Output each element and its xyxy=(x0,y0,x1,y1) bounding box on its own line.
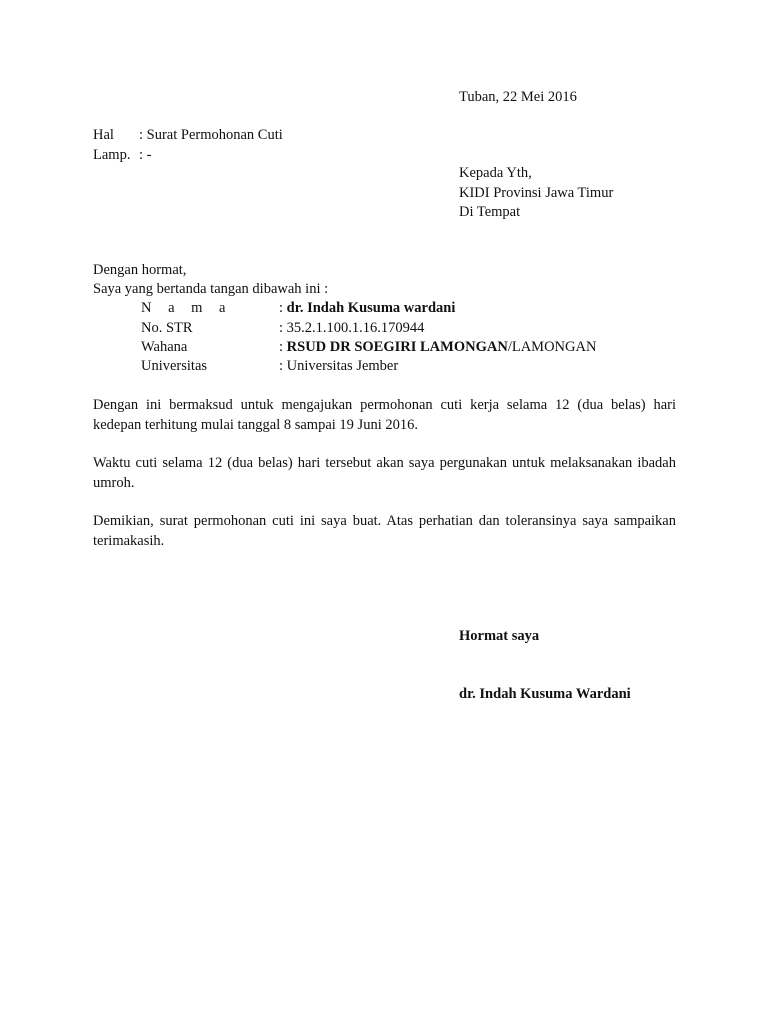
paragraph-purpose: Waktu cuti selama 12 (dua belas) hari tersebut akan saya pergunakan untuk melaksanakan ibadah umroh. xyxy=(93,455,676,491)
paragraph-closing: Demikian, surat permohonan cuti ini saya buat. Atas perhatian dan toleransinya saya sampaikan terimakasih. xyxy=(93,513,676,549)
signatory-name: dr. Indah Kusuma Wardani xyxy=(459,686,631,702)
wahana-city: /LAMONGAN xyxy=(507,339,597,355)
wahana-row-value xyxy=(279,338,596,357)
name-colon: : xyxy=(279,300,287,316)
wahana-hospital: RSUD DR SOEGIRI LAMONGAN xyxy=(286,339,508,355)
university-value: : Universitas Jember xyxy=(279,358,399,374)
attachment-value: : - xyxy=(139,147,152,163)
university-label: Universitas xyxy=(141,358,208,374)
wahana-label: Wahana xyxy=(141,339,188,355)
recipient-line-3: Di Tempat xyxy=(459,204,521,220)
paragraph-request: Dengan ini bermaksud untuk mengajukan permohonan cuti kerja selama 12 (dua belas) hari kedepan terhitung mulai tanggal 8 sampai 19 Juni 2016. xyxy=(93,397,676,433)
recipient-line-2: KIDI Provinsi Jawa Timur xyxy=(459,185,614,201)
name-row-value xyxy=(279,299,455,318)
subject-label: Hal xyxy=(93,127,114,143)
wahana-colon: : xyxy=(279,339,287,355)
attachment-label: Lamp. xyxy=(93,147,131,163)
greeting: Dengan hormat, xyxy=(93,262,187,278)
name-label: N a m a xyxy=(141,300,232,316)
intro-line: Saya yang bertanda tangan dibawah ini : xyxy=(93,281,329,297)
subject-value: : Surat Permohonan Cuti xyxy=(139,127,283,143)
closing-salutation: Hormat saya xyxy=(459,628,540,644)
str-value: : 35.2.1.100.1.16.170944 xyxy=(279,320,425,336)
place-date: Tuban, 22 Mei 2016 xyxy=(459,89,577,105)
name-value: dr. Indah Kusuma wardani xyxy=(286,300,456,316)
recipient-line-1: Kepada Yth, xyxy=(459,165,532,181)
str-label: No. STR xyxy=(141,320,193,336)
